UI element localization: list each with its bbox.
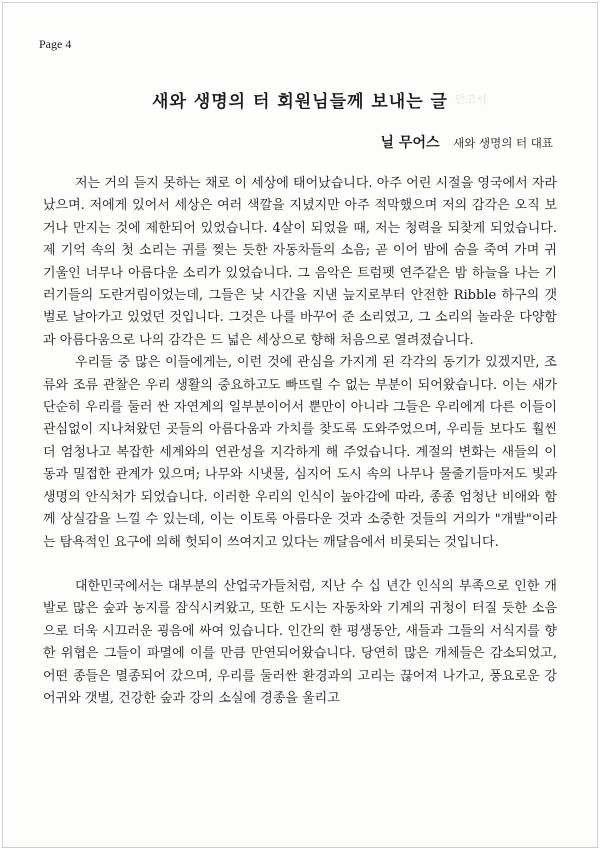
paragraph-1: 저는 거의 듣지 못하는 채로 이 세상에 태어났습니다. 아주 어린 시절을 영국에서 자라났으며. 저에게 있어서 세상은 여러 색깔을 지녔지만 아주 적막했으며 저의 감각은 오직 보거나 만지는 것에 제한되어 있었습니다. 4살이 되었을 때, 저는 청력을 되찾게 되었습니다. 제 기억 속의 첫 소리는 귀를 찢는 듯한 자동차들의 소음; 곧 이어 밤에 숨을 죽여 가며 귀 기울인 너무나 아름다운 소리가 있었습니다. 그 음악은 트럼펫 연주같은 밤 하늘을 나는 기러기들의 도란거림이었는데, 그들은 낮 시간을 지낸 늪지로부터 안전한 Ribble 하구의 갯벌로 날아가고 있었던 것입니다. 그것은 나를 바꾸어 준 소리였고, 그 소리의 놀라운 다양함과 아름다움으로 나의 감각은 드 넓은 세상으로 향해 처음으로 열려졌습니다. (43, 176, 557, 348)
document-page (2, 2, 598, 848)
page-title: 새와 생명의 터 회원님들께 보내는 글 (152, 92, 448, 112)
page-number: Page 4 (39, 37, 72, 51)
author-role: 새와 생명의 터 대표 (453, 136, 553, 150)
paragraph-3: 대한민국에서는 대부분의 산업국가들처럼, 지난 수 십 년간 인식의 부족으로 인한 개발로 많은 숲과 농지를 잠식시켜왔고, 또한 도시는 자동차와 기계의 귀청이 터질 듯한 소음으로 더욱 시끄러운 굉음에 싸여 있습니다. 인간의 한 평생동안, 새들과 그들의 서식지를 향한 위협은 그들이 파멸에 이를 만큼 만연되어왔습니다. 당연히 많은 개체들은 감소되었고, 어떤 종들은 멸종되어 갔으며, 우리를 둘러싼 환경과의 고리는 끊어져 나가고, 풍요로운 강 어귀와 갯벌, 건강한 숲과 강의 소실에 경종을 울리고 (43, 578, 557, 706)
author-name: 닐 무어스 (380, 135, 440, 151)
paragraph-2: 우리들 중 많은 이들에게는, 이런 것에 관심을 가지게 된 각각의 동기가 있겠지만, 조류와 조류 관찰은 우리 생활의 중요하고도 빠뜨릴 수 없는 부분이 되어왔습니다. 이는 새가 단순히 우리를 둘러 싼 자연계의 일부분이어서 뿐만이 아니라 그들은 우리에게 다른 이들이 관심없이 지나쳐왔던 곳들의 아름다움과 가치를 찾도록 도와주었으며, 우리들 보다도 훨씬 더 엄청나고 복잡한 세계와의 연관성을 지각하게 해 주었습니다. 계절의 변화는 새들의 이동과 밀접한 관계가 있으며; 나무와 시냇물, 심지어 도시 속의 나무나 물줄기들마저도 빛과 생명의 안식처가 되었습니다. 이러한 우리의 인식이 높아감에 따라, 종종 엄청난 비애와 함께 상실감을 느낄 수 있는데, 이는 이토록 아름다운 것과 소중한 것들의 거의가 "개발"이라는 탐욕적인 요구에 의해 헛되이 쓰여지고 있다는 깨달음에서 비롯되는 것입니다. (43, 355, 557, 550)
bleed-through-mark: 안고서 (455, 93, 487, 106)
byline (381, 132, 553, 152)
letter-body (43, 173, 557, 710)
